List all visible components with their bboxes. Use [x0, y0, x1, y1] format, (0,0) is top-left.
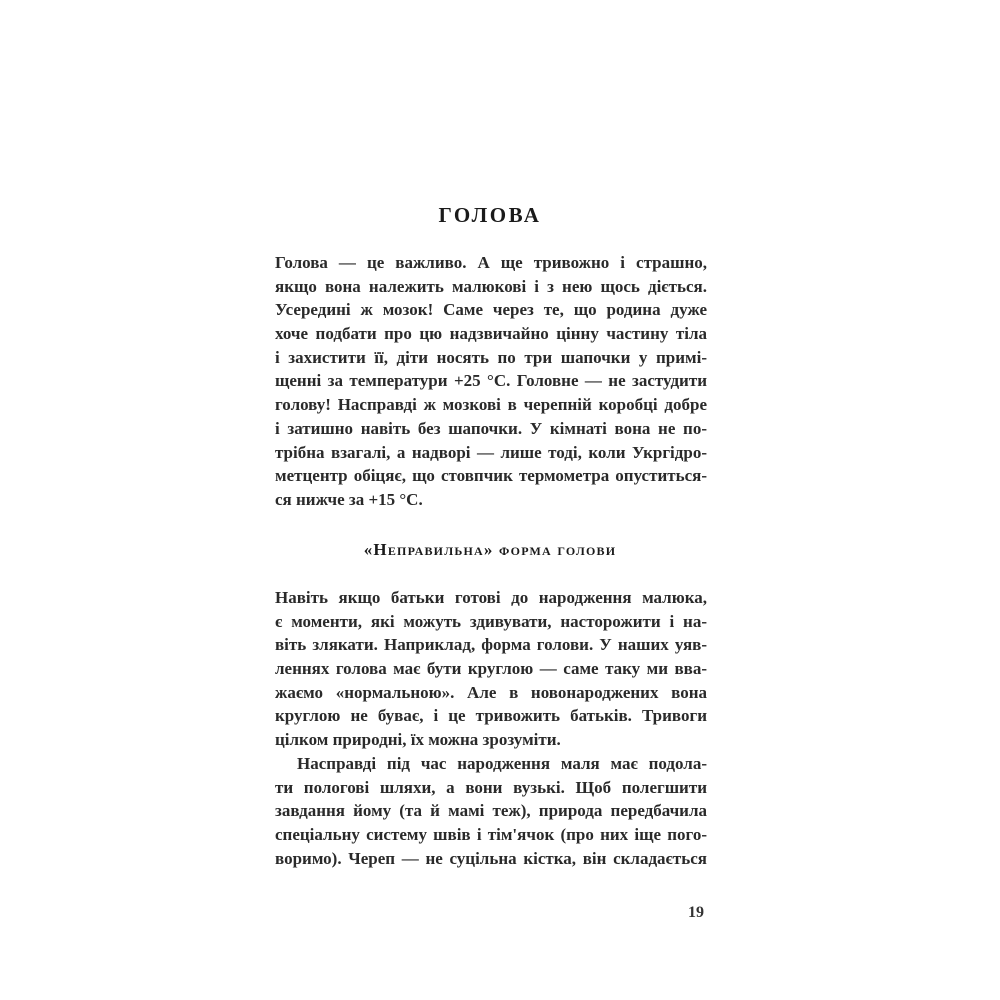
text-line: ти пологові шляхи, а вони вузькі. Щоб полегшити	[275, 777, 707, 797]
page-number: 19	[688, 904, 704, 921]
paragraph-intro	[275, 251, 707, 512]
text-line: є моменти, які можуть здивувати, насторожити і на-	[275, 611, 707, 631]
text-line: жаємо «нормальною». Але в новонароджених вона	[275, 682, 707, 702]
text-line: Усередині ж мозок! Саме через те, що родина дуже	[275, 300, 707, 320]
text-line: якщо вона належить малюкові і з нею щось діється.	[275, 276, 707, 296]
text-line: воримо). Череп — не суцільна кістка, він складається	[275, 848, 707, 868]
section-subheading: «Неправильна» форма голови	[363, 540, 617, 559]
text-line: і захистити її, діти носять по три шапочки у примі-	[275, 347, 707, 367]
text-line: круглою не буває, і це тривожить батьків. Тривоги	[275, 706, 707, 726]
text-line: метцентр обіцяє, що стовпчик термометра опуститься-	[275, 466, 707, 486]
text-line: віть злякати. Наприклад, форма голови. У наших уяв-	[275, 635, 707, 655]
paragraph-head-shape	[275, 586, 707, 870]
text-line: голову! Насправді ж мозкові в черепній коробці добре	[275, 395, 707, 415]
text-line: Навіть якщо батьки готові до народження малюка,	[275, 588, 707, 607]
text-line: Насправді під час народження маля має подола-	[297, 753, 707, 773]
text-line: цілком природні, їх можна зрозуміти.	[275, 730, 561, 750]
text-line: спеціальну систему швів і тім'ячок (про них іще пого-	[275, 824, 707, 844]
text-line: щенні за температури +25 °С. Головне — не застудити	[275, 371, 707, 391]
text-line: трібна взагалі, а надворі — лише тоді, коли Укргідро-	[275, 442, 707, 462]
text-line: завдання йому (та й мамі теж), природа передбачила	[275, 801, 707, 821]
text-line: хоче подбати про цю надзвичайно цінну частину тіла	[275, 324, 707, 344]
text-line: Голова — це важливо. А ще тривожно і страшно,	[275, 253, 707, 272]
text-line: леннях голова має бути круглою — саме таку ми вва-	[275, 659, 707, 679]
chapter-title: ГОЛОВА	[438, 203, 542, 227]
text-line: ся нижче за +15 °С.	[275, 489, 423, 509]
text-line: і затишно навіть без шапочки. У кімнаті вона не по-	[275, 418, 707, 438]
